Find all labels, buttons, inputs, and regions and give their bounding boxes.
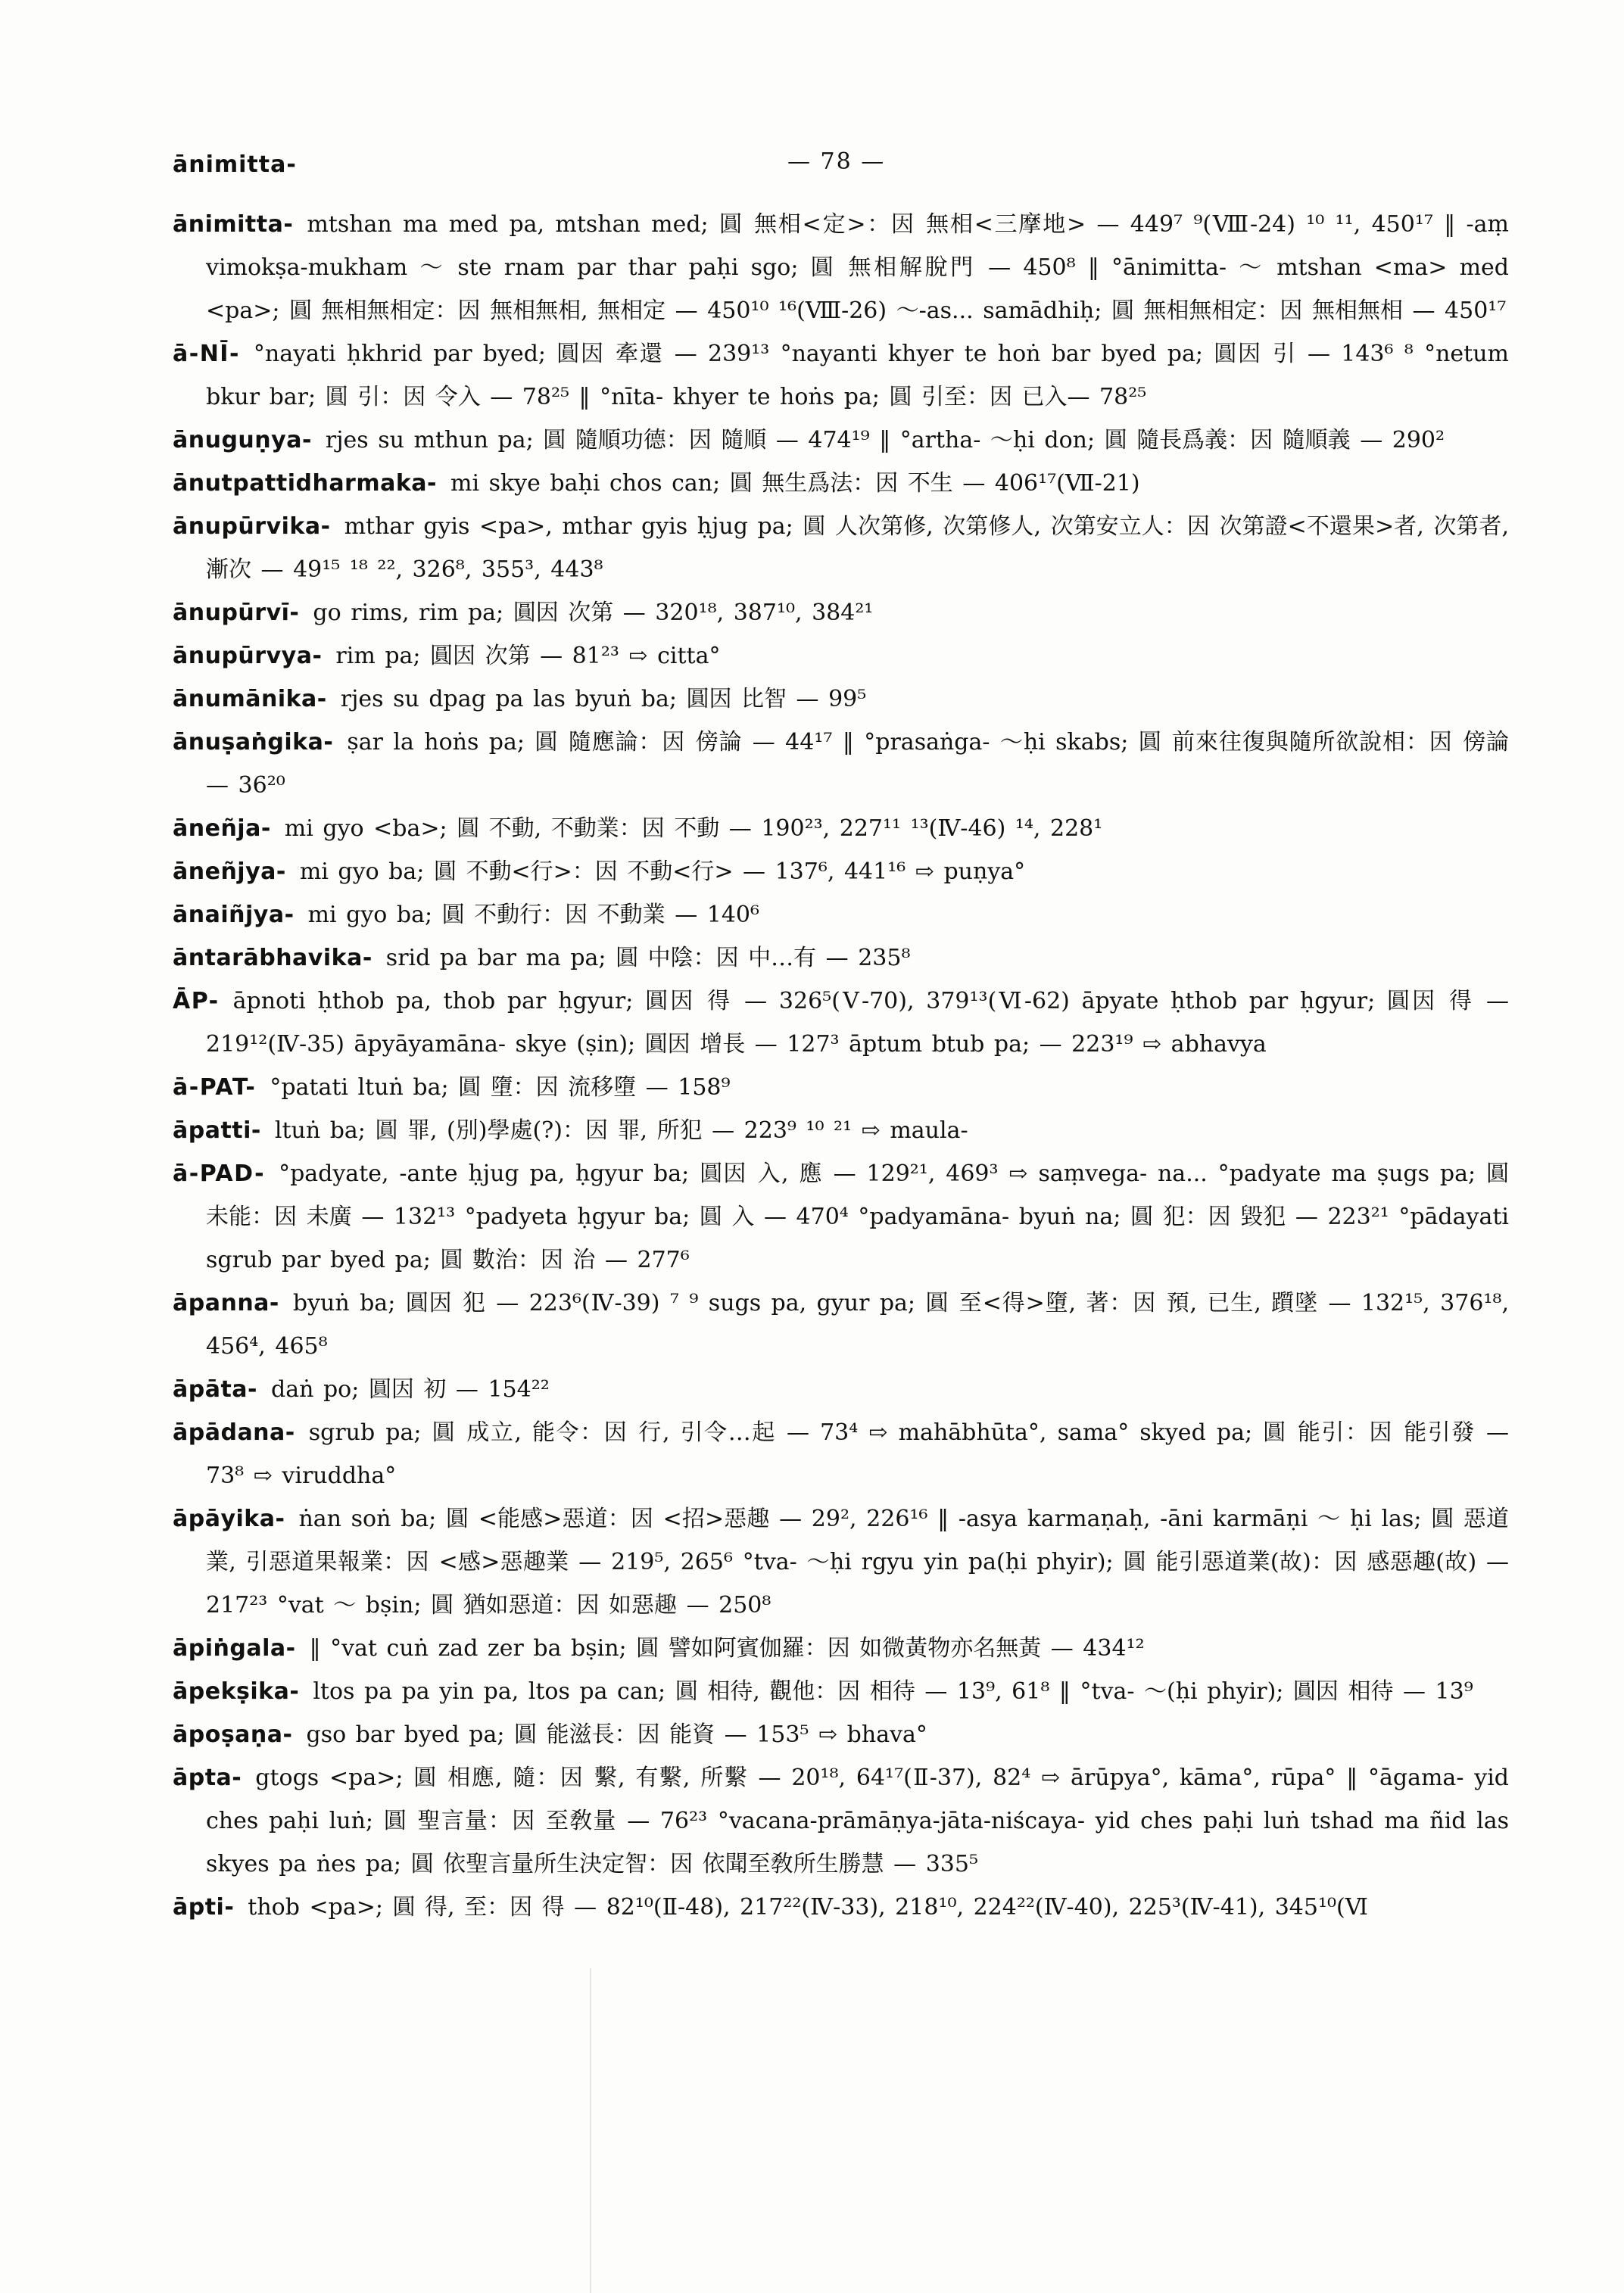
entry-body: mtshan ma med pa, mtshan med; 圓 無相<定>：因 無相<三摩地> — 449⁷ ⁹(Ⅷ-24) ¹⁰ ¹¹, 450¹⁷ ‖ -aṃ vimokṣa-mukham ～ ste rnam par thar paḥi sgo; 圓 無相解脫門 — 450⁸ ‖ °ānimitta- ～ mtshan <ma> med <pa>; 圓 無相無相定：因 無相無相, 無相定 — 450¹⁰ ¹⁶(Ⅷ-26) ～-as... samādhiḥ; 圓 無相無相定：因 無相無相 — 450¹⁷ [206, 211, 1509, 324]
entry-headword: ā-PAD- [173, 1161, 266, 1187]
entry-headword: āpādana- [173, 1419, 295, 1446]
entry-body: thob <pa>; 圓 得, 至：因 得 — 82¹⁰(Ⅱ-48), 217²²(Ⅳ-33), 218¹⁰, 224²²(Ⅳ-40), 225³(Ⅳ-41), 345¹⁰(Ⅵ [248, 1894, 1368, 1921]
entry-headword: āpoṣaṇa- [173, 1721, 293, 1748]
entry-headword: ĀP- [173, 988, 220, 1014]
dictionary-entry [173, 1282, 1509, 1368]
dictionary-entry [173, 1670, 1509, 1713]
entry-headword: āpta- [173, 1765, 242, 1791]
entry-body: mi gyo ba; 圓 不動行：因 不動業 — 140⁶ [307, 902, 760, 928]
dictionary-entry [173, 678, 1509, 721]
entry-body: āpnoti ḥthob pa, thob par ḥgyur; 圓因 得 — 326⁵(Ⅴ-70), 379¹³(Ⅵ-62) āpyate ḥthob par ḥgyur; 圓因 得 — 219¹²(Ⅳ-35) āpyāyamāna- skye (ṣin); 圓因 增長 — 127³ āptum btub pa; — 223¹⁹ ⇨ abhavya [206, 988, 1509, 1058]
entry-body: rim pa; 圓因 次第 — 81²³ ⇨ citta° [335, 643, 721, 669]
entry-body: sgrub pa; 圓 成立, 能令：因 行, 引令…起 — 73⁴ ⇨ mahābhūta°, sama° skyed pa; 圓 能引：因 能引發 — 73⁸ ⇨ viruddha° [206, 1419, 1509, 1489]
entry-body: byuṅ ba; 圓因 犯 — 223⁶(Ⅳ-39) ⁷ ⁹ sugs pa, gyur pa; 圓 至<得>墮, 著：因 預, 已生, 躓墜 — 132¹⁵, 376¹⁸, 456⁴, 465⁸ [206, 1290, 1509, 1360]
dictionary-entry [173, 1497, 1509, 1627]
dictionary-entry [173, 807, 1509, 850]
entry-headword: ānuguṇya- [173, 427, 312, 453]
dictionary-entry [173, 1109, 1509, 1152]
dictionary-entry [173, 1756, 1509, 1886]
entry-body: mi gyo <ba>; 圓 不動, 不動業：因 不動 — 190²³, 227¹¹ ¹³(Ⅳ-46) ¹⁴, 228¹ [284, 815, 1103, 842]
dictionary-entry [173, 1411, 1509, 1497]
dictionary-entry [173, 893, 1509, 936]
running-head: ānimitta- [173, 151, 297, 178]
entry-list [173, 203, 1509, 1929]
entry-body: ṅan soṅ ba; 圓 <能感>惡道：因 <招>惡趣 — 29², 226¹⁶ ‖ -asya karmaṇaḥ, -āni karmāṇi ～ ḥi las; 圓 惡道業, 引惡道果報業：因 <感>惡趣業 — 219⁵, 265⁶ °tva- ～ḥi rgyu yin pa(ḥi phyir); 圓 能引惡道業(故)：因 感惡趣(故) — 217²³ °vat ～ bṣin; 圓 猶如惡道：因 如惡趣 — 250⁸ [206, 1506, 1509, 1618]
entry-body: mthar gyis <pa>, mthar gyis ḥjug pa; 圓 人次第修, 次第修人, 次第安立人：因 次第證<不還果>者, 次第者, 漸次 — 49¹⁵ ¹⁸ ²², 326⁸, 355³, 443⁸ [206, 513, 1509, 583]
dictionary-entry [173, 591, 1509, 634]
dictionary-entry [173, 721, 1509, 807]
dictionary-entry [173, 634, 1509, 678]
entry-body: gtogs <pa>; 圓 相應, 隨：因 繫, 有繫, 所繫 — 20¹⁸, 64¹⁷(Ⅱ-37), 82⁴ ⇨ ārūpya°, kāma°, rūpa° ‖ °āgama- yid ches paḥi luṅ; 圓 聖言量：因 至敎量 — 76²³ °vacana-prāmāṇya-jāta-niścaya- yid ches paḥi luṅ tshad ma ñid las skyes pa ṅes pa; 圓 依聖言量所生決定智：因 依聞至敎所生勝慧 — 335⁵ [206, 1765, 1509, 1877]
dictionary-entry [173, 936, 1509, 980]
entry-headword: ānupūrvya- [173, 643, 323, 669]
entry-headword: āntarābhavika- [173, 945, 372, 971]
entry-body: rjes su dpag pa las byuṅ ba; 圓因 比智 — 99⁵ [340, 686, 867, 712]
entry-headword: ānupūrvika- [173, 513, 331, 540]
dictionary-entry [173, 1627, 1509, 1670]
dictionary-entry [173, 1713, 1509, 1756]
entry-headword: ānutpattidharmaka- [173, 470, 438, 497]
entry-body: ‖ °vat cuṅ zad zer ba bṣin; 圓 譬如阿賓伽羅：因 如微黃物亦名無黃 — 434¹² [309, 1635, 1145, 1662]
dictionary-entry [173, 332, 1509, 419]
entry-headword: ānupūrvī- [173, 600, 300, 626]
entry-headword: āpti- [173, 1894, 235, 1921]
entry-body: rjes su mthun pa; 圓 隨順功德：因 隨順 — 474¹⁹ ‖ °artha- ～ḥi don; 圓 隨長爲義：因 隨順義 — 290² [325, 427, 1445, 453]
entry-body: mi gyo ba; 圓 不動<行>：因 不動<行> — 137⁶, 441¹⁶ ⇨ puṇya° [299, 858, 1026, 885]
dictionary-entry [173, 462, 1509, 505]
entry-body: daṅ po; 圓因 初 — 154²² [271, 1376, 550, 1403]
entry-headword: āneñja- [173, 815, 271, 842]
page-number: — 78 — [787, 148, 886, 175]
entry-body: ṣar la hoṅs pa; 圓 隨應論：因 傍論 — 44¹⁷ ‖ °prasaṅga- ～ḥi skabs; 圓 前來往復與隨所欲說相：因 傍論 — 36²⁰ [206, 729, 1509, 799]
entry-headword: āpāyika- [173, 1506, 285, 1532]
dictionary-entry [173, 1368, 1509, 1411]
entry-body: gso bar byed pa; 圓 能滋長：因 能資 — 153⁵ ⇨ bhava° [306, 1721, 927, 1748]
entry-headword: āpatti- [173, 1117, 261, 1144]
entry-headword: ā-NĪ- [173, 341, 240, 367]
dictionary-entry [173, 850, 1509, 893]
entry-headword: āpāta- [173, 1376, 257, 1403]
entry-body: mi skye baḥi chos can; 圓 無生爲法：因 不生 — 406¹⁷(Ⅶ-21) [450, 470, 1140, 497]
dictionary-entry [173, 203, 1509, 332]
entry-headword: āpekṣika- [173, 1678, 300, 1705]
entry-body: °nayati ḥkhrid par byed; 圓因 牽還 — 239¹³ °nayanti khyer te hoṅ bar byed pa; 圓因 引 — 143⁶ ⁸ °netum bkur bar; 圓 引：因 令入 — 78²⁵ ‖ °nīta- khyer te hoṅs pa; 圓 引至：因 已入— 78²⁵ [206, 341, 1509, 410]
dictionary-entry [173, 419, 1509, 462]
entry-body: srid pa bar ma pa; 圓 中陰：因 中…有 — 235⁸ [385, 945, 911, 971]
entry-body: go rims, rim pa; 圓因 次第 — 320¹⁸, 387¹⁰, 384²¹ [313, 600, 874, 626]
dictionary-entry [173, 1886, 1509, 1929]
dictionary-entry [173, 505, 1509, 591]
entry-headword: āpiṅgala- [173, 1635, 296, 1662]
entry-body: ltos pa pa yin pa, ltos pa can; 圓 相待, 觀他：因 相待 — 13⁹, 61⁸ ‖ °tva- ～(ḥi phyir); 圓因 相待 — 13⁹ [313, 1678, 1473, 1705]
entry-headword: āneñjya- [173, 858, 286, 885]
entry-headword: āpanna- [173, 1290, 279, 1316]
entry-body: °padyate, -ante ḥjug pa, ḥgyur ba; 圓因 入, 應 — 129²¹, 469³ ⇨ saṃvega- na... °padyate ma ṣugs pa; 圓 未能：因 未廣 — 132¹³ °padyeta ḥgyur ba; 圓 入 — 470⁴ °padyamāna- byuṅ na; 圓 犯：因 毀犯 — 223²¹ °pādayati sgrub par byed pa; 圓 數治：因 治 — 277⁶ [206, 1161, 1509, 1273]
entry-body: °patati ltuṅ ba; 圓 墮：因 流移墮 — 158⁹ [270, 1074, 731, 1101]
entry-headword: ā-PAT- [173, 1074, 257, 1101]
entry-headword: ānumānika- [173, 686, 327, 712]
entry-headword: ānaiñjya- [173, 902, 295, 928]
entry-headword: ānimitta- [173, 211, 294, 238]
dictionary-entry [173, 1066, 1509, 1109]
dictionary-entry [173, 980, 1509, 1066]
entry-headword: ānuṣaṅgika- [173, 729, 334, 756]
entry-body: ltuṅ ba; 圓 罪, (別)學處(?)：因 罪, 所犯 — 223⁹ ¹⁰ ²¹ ⇨ maula- [274, 1117, 968, 1144]
dictionary-entry [173, 1152, 1509, 1282]
